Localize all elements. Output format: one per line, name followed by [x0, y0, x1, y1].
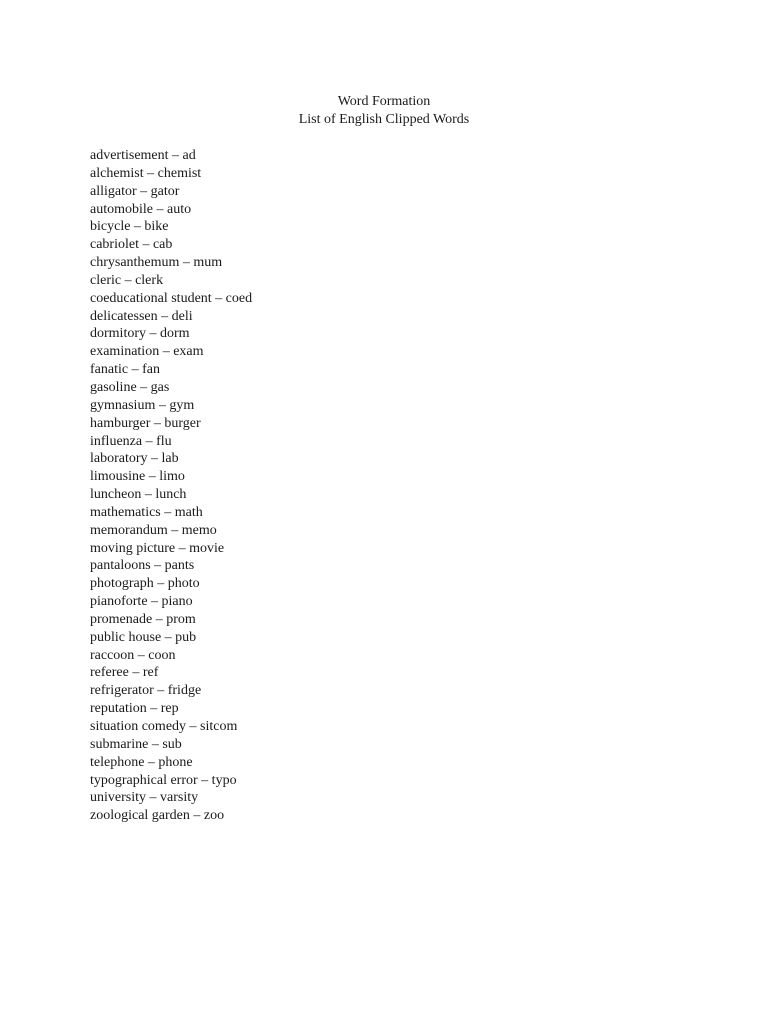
list-item: public house – pub [90, 629, 197, 645]
clipped-words-list [90, 147, 252, 825]
list-item: influenza – flu [90, 433, 172, 449]
list-item: photograph – photo [90, 576, 200, 592]
list-item: memorandum – memo [90, 522, 217, 538]
list-item: laboratory – lab [90, 451, 179, 467]
list-item: luncheon – lunch [90, 487, 187, 503]
list-item: advertisement – ad [90, 148, 196, 163]
list-item: cleric – clerk [90, 272, 164, 288]
list-item: pantaloons – pants [90, 558, 195, 574]
list-item: examination – exam [90, 344, 204, 360]
list-item: automobile – auto [90, 201, 192, 217]
list-item: situation comedy – sitcom [90, 719, 238, 734]
list-item: dormitory – dorm [90, 326, 190, 342]
list-item: mathematics – math [90, 504, 203, 520]
list-item: hamburger – burger [90, 415, 201, 431]
list-item: cabriolet – cab [90, 237, 173, 253]
list-item: university – varsity [90, 790, 199, 806]
list-item: limousine – limo [90, 469, 185, 485]
document-title-text: Word Formation [337, 94, 431, 109]
list-item: reputation – rep [90, 701, 179, 717]
list-item: gasoline – gas [90, 379, 170, 395]
list-item: refrigerator – fridge [90, 683, 202, 699]
list-item: coeducational student – coed [90, 290, 253, 306]
list-item: referee – ref [90, 665, 159, 681]
list-item: gymnasium – gym [90, 397, 195, 413]
list-item: zoological garden – zoo [90, 808, 225, 824]
list-item: pianoforte – piano [90, 594, 193, 610]
list-item: delicatessen – deli [90, 308, 193, 324]
document-title [0, 93, 768, 111]
list-item: raccoon – coon [90, 647, 176, 663]
list-item: fanatic – fan [90, 362, 160, 378]
list-item: telephone – phone [90, 754, 193, 770]
list-item: typographical error – typo [90, 772, 237, 788]
list-item: alligator – gator [90, 183, 180, 199]
list-item: bicycle – bike [90, 219, 169, 235]
list-item: moving picture – movie [90, 540, 225, 556]
list-item: promenade – prom [90, 611, 196, 627]
list-item: alchemist – chemist [90, 165, 202, 181]
list-item: chrysanthemum – mum [90, 255, 223, 271]
document-subtitle: List of English Clipped Words [298, 112, 470, 127]
list-item: submarine – sub [90, 736, 182, 752]
